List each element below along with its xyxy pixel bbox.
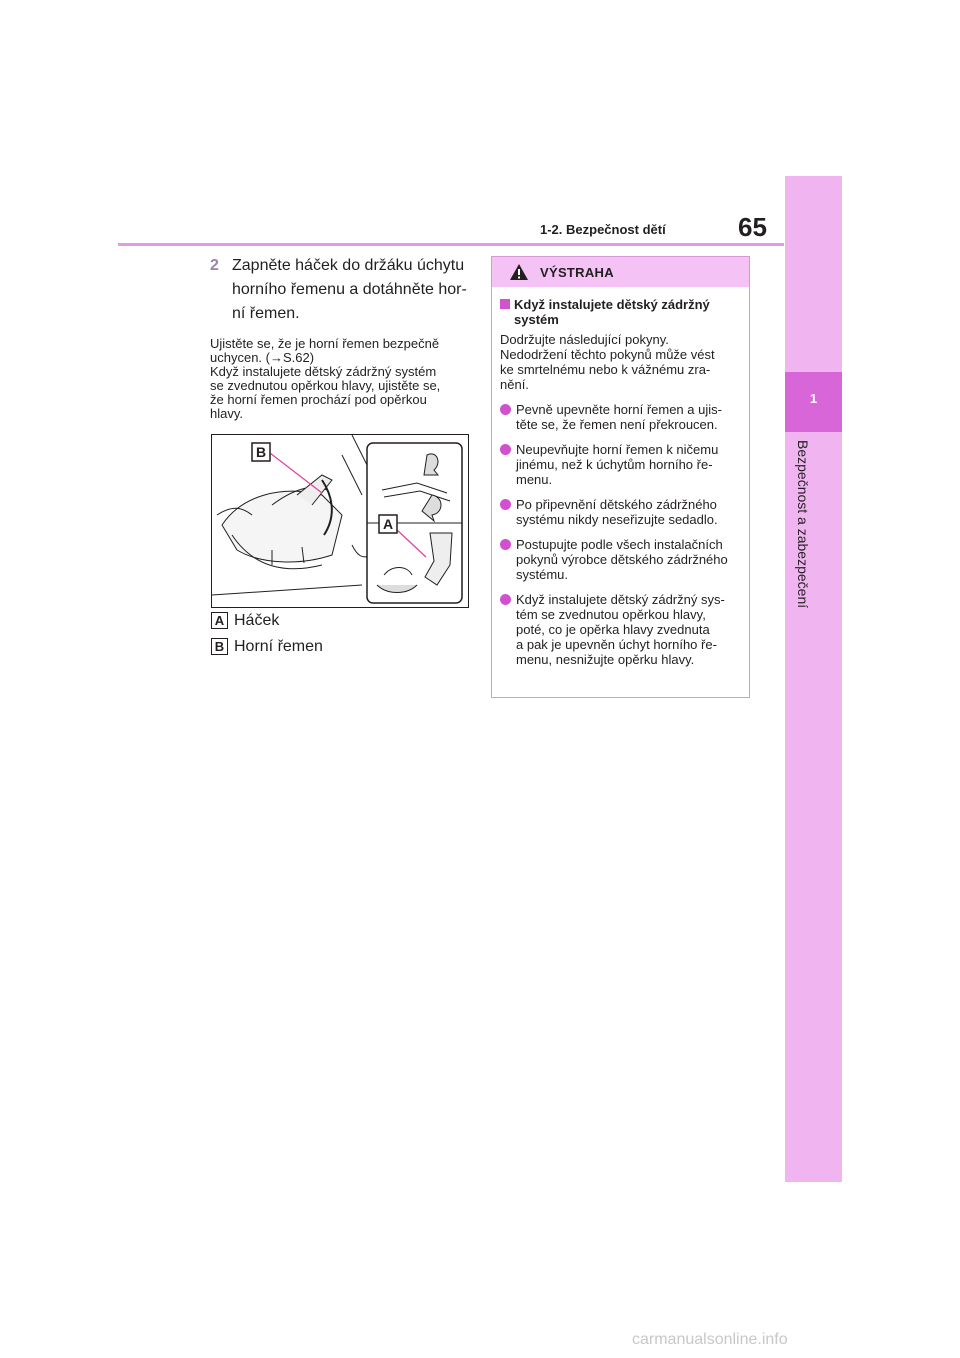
warning-intro <box>500 332 741 392</box>
warning-bullet <box>500 402 741 432</box>
bullet-line: Neupevňujte horní řemen k ničemu <box>516 442 719 457</box>
bullet-dot-icon <box>500 594 511 605</box>
note-line: Když instalujete dětský zádržný systém <box>210 364 437 379</box>
legend-letter: B <box>211 638 228 655</box>
section-title: 1-2. Bezpečnost dětí <box>540 222 666 237</box>
legend-label: Háček <box>234 612 280 629</box>
chapter-title: Bezpečnost a zabezpečení <box>795 440 811 609</box>
intro-line: nění. <box>500 377 529 392</box>
bullet-line: těte se, že řemen není překroucen. <box>516 417 718 432</box>
bullet-dot-icon <box>500 499 511 510</box>
illustration-svg <box>212 435 468 607</box>
bullet-dot-icon <box>500 404 511 415</box>
chapter-number: 1 <box>809 391 818 406</box>
bullet-line: poté, co je opěrka hlavy zvednuta <box>516 622 710 637</box>
note-line: že horní řemen prochází pod opěrkou <box>210 392 427 407</box>
page-number: 65 <box>738 212 767 242</box>
header-rule <box>118 243 784 246</box>
callout-a: A <box>382 516 394 532</box>
bullet-line: tém se zvednutou opěrkou hlavy, <box>516 607 706 622</box>
bullet-dot-icon <box>500 539 511 550</box>
square-bullet-icon <box>500 299 510 309</box>
warning-bullet <box>500 537 741 582</box>
note-line: uchycen. (→S.62) <box>210 350 315 365</box>
warning-header <box>492 257 749 287</box>
seat-illustration <box>211 434 469 608</box>
warning-body <box>492 287 749 667</box>
warning-title: VÝSTRAHA <box>540 265 614 280</box>
bullet-line: systému nikdy neseřizujte sedadlo. <box>516 512 718 527</box>
bullet-line: menu, nesnižujte opěrku hlavy. <box>516 652 695 667</box>
legend-label: Horní řemen <box>234 638 323 655</box>
step-line: ní řemen. <box>232 305 300 322</box>
note-line: se zvednutou opěrkou hlavy, ujistěte se, <box>210 378 441 393</box>
subtitle-line: systém <box>514 312 559 327</box>
bullet-line: Pevně upevněte horní řemen a ujis- <box>516 402 722 417</box>
bullet-line: pokynů výrobce dětského zádržného <box>516 552 728 567</box>
bullet-line: Postupujte podle všech instalačních <box>516 537 723 552</box>
legend-item <box>211 612 279 630</box>
step-instruction <box>210 254 470 326</box>
side-tab <box>785 176 842 1182</box>
bullet-line: systému. <box>516 567 569 582</box>
bullet-line: Když instalujete dětský zádržný sys- <box>516 592 725 607</box>
warning-subtitle <box>500 297 741 327</box>
bullet-line: a pak je upevněn úchyt horního ře- <box>516 637 717 652</box>
intro-line: Dodržujte následující pokyny. <box>500 332 669 347</box>
callout-b: B <box>255 444 267 460</box>
intro-line: Nedodržení těchto pokynů může vést <box>500 347 715 362</box>
bullet-line: Po připevnění dětského zádržného <box>516 497 717 512</box>
step-line: horního řemenu a dotáhněte hor- <box>232 281 467 298</box>
note-line: Ujistěte se, že je horní řemen bezpečně <box>210 336 440 351</box>
legend-item <box>211 638 323 656</box>
note-line: hlavy. <box>210 406 243 421</box>
warning-bullet <box>500 497 741 527</box>
subtitle-line: Když instalujete dětský zádržný <box>514 297 710 312</box>
step-note <box>210 337 472 421</box>
bullet-line: jinému, než k úchytům horního ře- <box>516 457 713 472</box>
warning-bullet <box>500 592 741 667</box>
step-line: Zapněte háček do držáku úchytu <box>232 257 465 274</box>
warning-triangle-icon <box>509 263 529 281</box>
intro-line: ke smrtelnému nebo k vážnému zra- <box>500 362 711 377</box>
bullet-dot-icon <box>500 444 511 455</box>
bullet-line: menu. <box>516 472 553 487</box>
step-number: 2 <box>210 257 219 274</box>
warning-box <box>491 256 750 698</box>
legend-letter: A <box>211 612 228 629</box>
watermark[interactable]: carmanualsonline.info <box>632 1331 788 1348</box>
warning-bullet <box>500 442 741 487</box>
